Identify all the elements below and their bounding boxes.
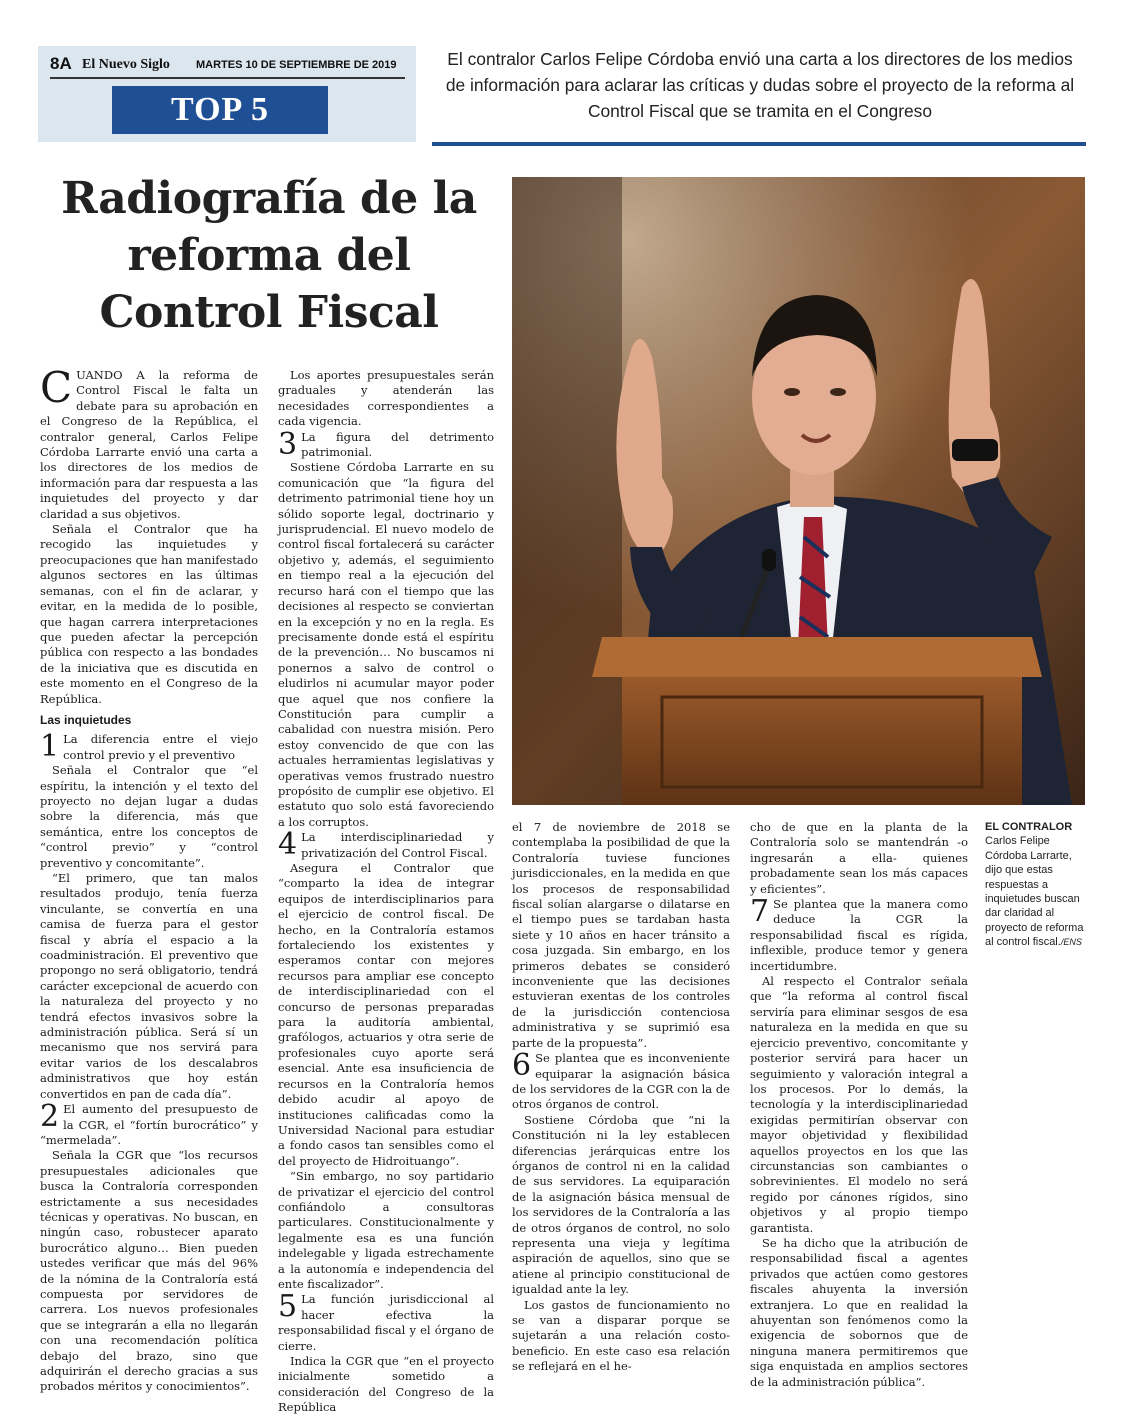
paper-name: El Nuevo Siglo [82,57,170,72]
headline: Radiografía de la reforma del Control Fiscal [61,173,477,338]
point-number: 3 [278,426,298,462]
paragraph: Al respecto el Contralor señala que “la reforma al control fiscal serviría para eliminar sesgos de esa naturaleza en la medida en que su ejercicio preventivo, concomitante y posterior servirá para hacer un seguimiento y valoración integral a los procesos. Por lo demás, la tecnología y la interdisciplinariedad exigidas permitirían observar con mayor objetividad y flexibilidad aquellos proyectos en los que las circunstancias son cambiantes o sobrevinientes. El modelo no será regido por cánones rígidos, sino objetivos y al propio tiempo garantista. [750,974,968,1235]
caption-title: EL CONTRALOR [985,821,1073,833]
article-column-3 [512,820,730,1375]
point-number: 7 [750,894,770,930]
article-column-1 [40,363,258,1395]
caption-credit: /ENS [1060,937,1082,948]
paragraph: el 7 de noviembre de 2018 se contemplaba la posibilidad de que la Contraloría tuviese funciones jurisdiccionales, en la medida en que los procesos de responsabilidad fiscal solían alargarse o dilatarse en el tiempo pues se tardaban hasta siete y 10 años en hacer tránsito a cosa juzgada. Sin embargo, en los primeros debates se consideró inconveniente que las decisiones estuvieran exentas de los controles de la jurisdicción contenciosa administrativa y se suprimió esa parte de la propuesta”. [512,820,730,1050]
point-title: Se plantea que es inconveniente equiparar la asignación básica de los servidores de la CGR con la de otros órganos de control. [512,1051,730,1112]
point-number: 5 [278,1289,298,1325]
point-title: Se plantea que la manera como deduce la CGR la responsabilidad fiscal es rígida, inflexible, produce temor y genera incertidumbre. [750,897,968,973]
paragraph: “Sin embargo, no soy partidario de privatizar el ejercicio del control confiándolo a consultoras particulares. Constitucionalmente y legalmente esa es una función indelegable y ligada estrechamente a la autonomía e independencia del ente fiscalizador”. [278,1169,494,1291]
point-title: La interdisciplinariedad y privatización del Control Fiscal. [301,830,494,860]
drop-cap: C [40,363,73,412]
paragraph: Se ha dicho que la atribución de responsabilidad fiscal a agentes privados que actúen como gestores fiscales ahuyenta la inversión extranjera. Lo que en realidad la ahuyentan son fenómenos como la exigencia de sobornos que de ninguna manera permitiremos que siga enquistada en amplios sectores de la administración pública”. [750,1235,968,1389]
caption-text: Carlos Felipe Córdoba Larrarte, dijo que estas respuestas a inquietudes buscan dar claridad al proyecto de reforma al control fiscal. [985,835,1084,949]
paragraph: Señala la CGR que “los recursos presupuestales adicionales que busca la Contraloría corresponden estrictamente a sus necesidades técnicas y operativas. No buscan, en ningún caso, robustecer aparato burocrático alguno… Bien pueden ustedes verificar que más del 96% de la nómina de la Contraloría está compuesta por servidores de carrera. Los nuevos profesionales que se integrarán a ella no llegarán con una recomendación política debajo del brazo, sino que adquirirán el derecho gracias a sus probados méritos y conocimientos”. [40,1148,258,1394]
paragraph: Los gastos de funcionamiento no se van a disparar porque se sujetarán a una relación costo-beneficio. En este caso esa relación se reflejará en el he- [512,1297,730,1374]
point-title: La figura del detrimento patrimonial. [301,429,494,460]
paragraph: Indica la CGR que “en el proyecto inicialmente sometido a consideración del Congreso de la República [278,1354,494,1415]
article-column-4 [750,820,968,1390]
point-number: 6 [512,1048,532,1084]
paragraph: Señala el Contralor que “el espíritu, la intención y el texto del proyecto no dejan lugar a dudas sobre la diferencia, más que semántica, entre los conceptos de “control previo” y “control preventivo y concomitante”. [40,763,258,870]
point-title: La función jurisdiccional al hacer efectiva la responsabilidad fiscal y el órgano de cierre. [278,1292,494,1353]
paragraph: Sostiene Córdoba que “ni la Constitución ni la ley establecen diferencias jerárquicas entre los órganos de control ni en la calidad de sus servidores. La equiparación de la asignación básica mensual de los servidores de la Contraloría a las de otros órganos de control, no solo representa una vieja y legítima aspiración de aquellos, sino que se atiene al principio constitucional de igualdad ante la ley. [512,1112,730,1297]
issue-date: MARTES 10 DE SEPTIEMBRE DE 2019 [196,59,397,71]
paragraph: cho de que en la planta de la Contraloría solo se mantendrán -o ingresarán a ella- quienes probadamente sean los más capaces y eficientes”. [750,820,968,896]
deck-rule [432,142,1086,146]
subhead: Las inquietudes [40,712,132,727]
paragraph: “El primero, que tan malos resultados produjo, tenía fuerza vinculante, se convertía en una camisa de fuerza para el gestor fiscal y abría el espacio a la coadministración. El preventivo que propongo no será obligatorio, tendrá carácter excepcional de acuerdo con la naturaleza del proyecto y no tendrá efectos invasivos sobre la administración pública. Será sí un mecanismo que nos servirá para evitar varios de los descalabros administrativos que hoy están convertidos en pan de cada día”. [40,871,258,1101]
paragraph: Los aportes presupuestales serán graduales y atenderán las necesidades correspondientes a cada vigencia. [278,368,494,429]
photo-caption [985,820,1085,950]
paragraph: Señala el Contralor que ha recogido las inquietudes y preocupaciones que han manifestado algunos sectores en las últimas semanas, con el fin de aclarar, y evitar, en la medida de lo posible, que hagan carrera interpretaciones que pueden afectar la percepción pública con respecto a las bondades de la iniciativa que es discutida en este momento en el Congreso de la República. [40,522,258,706]
lead-paragraph: UANDO A la reforma de Control Fiscal le falta un debate para su aprobación en el Congreso de la República, el contralor general, Carlos Felipe Córdoba Larrarte envió una carta a los directores de los medios de información para dar respuesta a las inquietudes del proyecto y dar claridad a sus objetivos. [40,368,258,521]
point-number: 1 [40,729,60,765]
article-column-2 [278,368,494,1416]
point-title: El aumento del presupuesto de la CGR, el “fortín burocrático” y “mermelada”. [40,1102,258,1147]
article-photo [512,177,1085,805]
photo-illustration [512,177,1085,805]
deck-summary: El contralor Carlos Felipe Córdoba envió una carta a los directores de los medios de información para aclarar las críticas y dudas sobre el proyecto de la reforma al Control Fiscal que se tramita en el Congreso [445,49,1075,121]
point-number: 4 [278,827,298,863]
section-label: TOP 5 [112,86,328,134]
paragraph: Asegura el Contralor que “comparto la idea de integrar equipos de interdisciplinarios para el ejercicio de control fiscal. De hecho, en la Contraloría estamos fortaleciendo los existentes y esperamos contar con mejores recursos para ampliar ese concepto de interdisciplinariedad con el concurso de personas preparadas para la auditoría ambiental, grafólogos, actuarios y otra serie de profesionales cuyo aporte será esencial. Ante esa insuficiencia de recursos en la Contraloría hemos debido acudir al apoyo de instituciones calificadas como la Universidad Nacional para estudiar a fondo casos tan sensibles como el del proyecto de Hidroituango”. [278,861,494,1168]
paragraph: Sostiene Córdoba Larrarte en su comunicación que “la figura del detrimento patrimonial tiene hoy un sólido soporte legal, doctrinario y jurisprudencial. El nuevo modelo de control fiscal fortalecerá su carácter objetivo y, además, el seguimiento en tiempo real a la ejecución del recurso hará con el tiempo que las decisiones al respecto se conviertan en la excepción y no en la regla. Es precisamente donde está el espíritu de la prevención… No buscamos ni ponernos a salvo de control o eludirlos ni acumular mayor poder que aquel que nos confiere la Constitución para cumplir a cabalidad con nuestra misión. Pero estoy convencido de que con las actuales herramientas legislativas y operativas vemos frustrado nuestro propósito de cumplir ese objetivo. El estatuto quo solo está favoreciendo a los corruptos. [278,460,494,829]
masthead-rule [50,77,405,79]
page-number: 8A [50,54,72,73]
point-number: 2 [40,1099,60,1135]
point-title: La diferencia entre el viejo control previo y el preventivo [63,732,258,762]
